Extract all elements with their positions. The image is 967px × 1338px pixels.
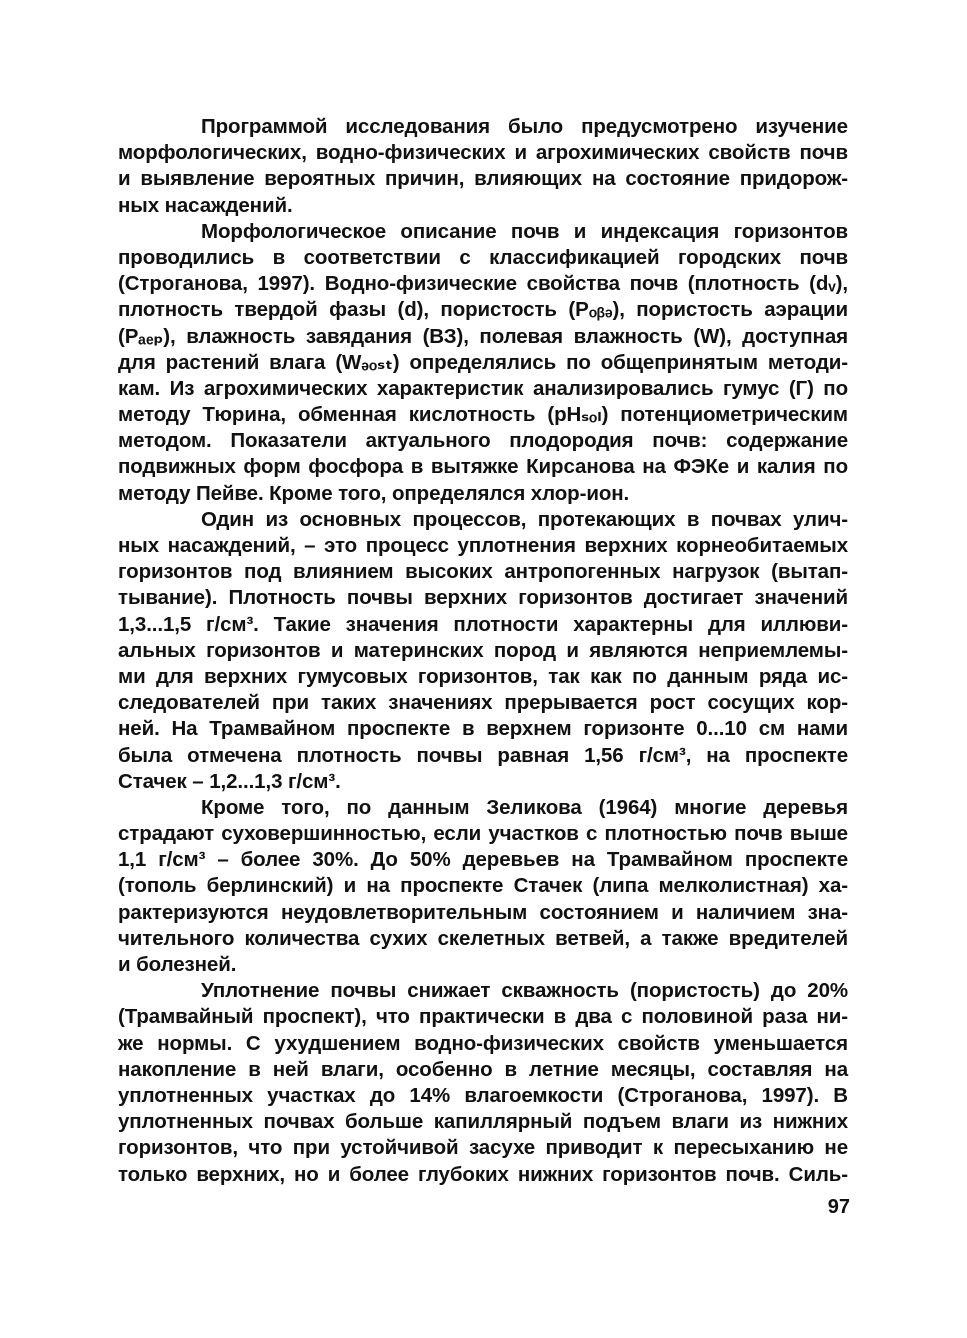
text-line: Кроме того, по данным Зеликова (1964) многие деревья	[201, 795, 848, 819]
text-line: методом. Показатели актуального плодородия почв: содержание	[118, 429, 848, 453]
text-line: и выявление вероятных причин, влияющих на состояние придорож-	[118, 167, 848, 191]
text-line: и болезней.	[118, 953, 237, 976]
text-line: накопление в ней влаги, особенно в летние месяцы, составляя на	[118, 1057, 848, 1081]
text-line: 1,1 г/см³ – более 30%. До 50% деревьев на Трамвайном проспекте	[118, 848, 848, 872]
paragraph	[118, 795, 848, 978]
text-line: (Строганова, 1997). Водно-физические свойства почв (плотность (dᵥ),	[118, 272, 848, 296]
text-line: ми для верхних гумусовых горизонтов, так как по данным ряда ис-	[118, 664, 848, 688]
text-line: страдают суховершинностью, если участков с плотностью почв выше	[118, 822, 848, 846]
text-line: морфологических, водно-физических и агрохимических свойств почв	[118, 141, 848, 165]
text-line: кам. Из агрохимических характеристик анализировались гумус (Г) по	[118, 376, 848, 400]
text-line: уплотненных почвах больше капиллярный подъем влаги из нижних	[118, 1110, 848, 1134]
text-line: ных насаждений.	[118, 193, 293, 217]
text-line: ней. На Трамвайном проспекте в верхнем горизонте 0...10 см нами	[118, 717, 848, 741]
text-line: рактеризуются неудовлетворительным состоянием и наличием зна-	[118, 900, 848, 924]
text-line: методу Пейве. Кроме того, определялся хлор-ион.	[118, 481, 630, 505]
text-line: горизонтов, что при устойчивой засухе приводит к пересыханию не	[118, 1136, 848, 1160]
text-line: чительного количества сухих скелетных ветвей, а также вредителей	[118, 926, 848, 950]
text-line: (тополь берлинский) и на проспекте Стачек (липа мелколистная) ха-	[118, 874, 848, 898]
paragraph	[118, 114, 848, 219]
text-line: (Pₐₑₚ), влажность завядания (ВЗ), полевая влажность (W), доступная	[118, 324, 848, 348]
text-line: Уплотнение почвы снижает скважность (пористость) до 20%	[201, 979, 848, 1003]
text-line: проводились в соответствии с классификацией городских почв	[118, 245, 848, 269]
text-line: подвижных форм фосфора в вытяжке Кирсанова на ФЭКе и калия по	[118, 455, 848, 479]
text-line: 1,3...1,5 г/см³. Такие значения плотности характерны для иллюви-	[118, 612, 848, 636]
body-text	[118, 114, 848, 1188]
text-line: тывание). Плотность почвы верхних горизонтов достигает значений	[118, 586, 848, 610]
text-line: Морфологическое описание почв и индексация горизонтов	[201, 219, 848, 243]
text-line: для растений влага (Wₔₒₛₜ) определялись по общепринятым методи-	[118, 350, 848, 374]
text-line: уплотненных участках до 14% влагоемкости (Строганова, 1997). В	[118, 1083, 848, 1107]
page-number: 97	[827, 1196, 850, 1218]
text-line: была отмечена плотность почвы равная 1,56 г/см³, на проспекте	[118, 743, 848, 767]
text-line: Программой исследования было предусмотрено изучение	[201, 115, 848, 138]
text-line: (Трамвайный проспект), что практически в два с половиной раза ни-	[118, 1005, 848, 1029]
text-line: же нормы. С ухудшением водно-физических свойств уменьшается	[118, 1031, 848, 1055]
text-line: методу Тюрина, обменная кислотность (pHₛₒₗ) потенциометрическим	[118, 403, 848, 427]
text-line: следователей при таких значениях прерывается рост сосущих кор-	[118, 691, 848, 715]
text-line: Один из основных процессов, протекающих в почвах улич-	[201, 507, 848, 531]
text-line: плотность твердой фазы (d), пористость (Pₒᵦₔ), пористость аэрации	[118, 298, 848, 322]
text-line: ных насаждений, – это процесс уплотнения верхних корнеобитаемых	[118, 534, 848, 557]
text-line: альных горизонтов и материнских пород и являются неприемлемы-	[118, 638, 848, 662]
paragraph	[118, 978, 848, 1188]
paragraph	[118, 507, 848, 795]
paragraph	[118, 219, 848, 507]
text-line: горизонтов под влиянием высоких антропогенных нагрузок (вытап-	[118, 560, 848, 584]
text-line: Стачек – 1,2...1,3 г/см³.	[118, 769, 341, 793]
text-line: только верхних, но и более глубоких нижних горизонтов почв. Силь-	[118, 1162, 848, 1186]
